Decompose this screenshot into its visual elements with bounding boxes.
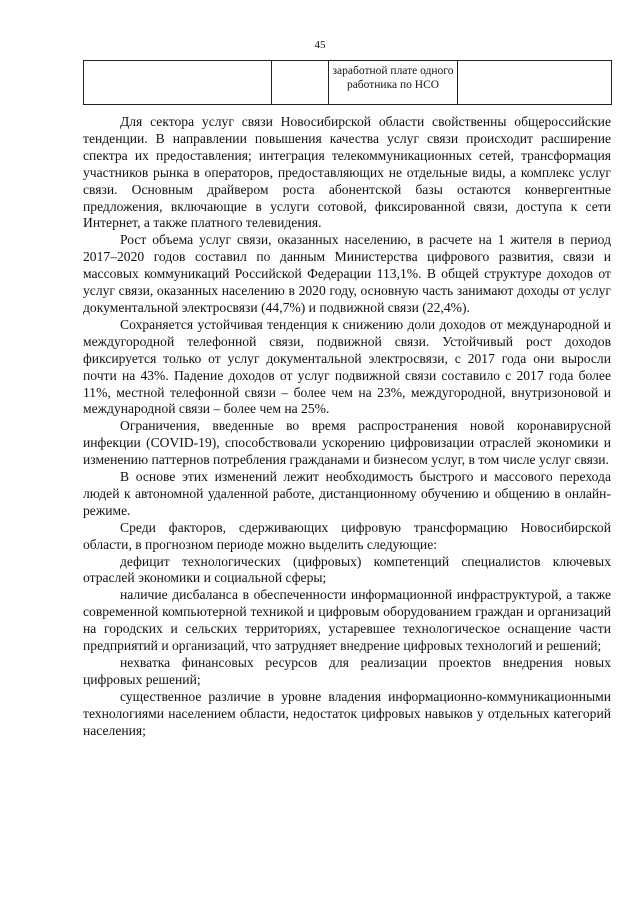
paragraph: Ограничения, введенные во время распространения новой коронавирусной инфекции (COVID-19), способствовали ускорению цифровизации отраслей экономики и изменению паттернов потребления гражданами и бизнесом услуг, в том числе услуг связи. bbox=[83, 418, 611, 468]
body-text bbox=[83, 114, 611, 740]
continued-table bbox=[83, 60, 612, 105]
list-item: дефицит технологических (цифровых) компетенций специалистов ключевых отраслей экономики и социальной сферы; bbox=[83, 553, 611, 586]
list-item: наличие дисбаланса в обеспеченности информационной инфраструктурой, а также современной компьютерной техникой и цифровым оборудованием граждан и организаций на городских и сельских территориях, устаревшее технологическое оснащение части предприятий и организаций, что затрудняет внедрение цифровых технологий и решений; bbox=[83, 587, 611, 654]
paragraph: В основе этих изменений лежит необходимость быстрого и массового перехода людей к автономной удаленной работе, дистанционному обучению и общению в онлайн-режиме. bbox=[83, 469, 611, 518]
list-item: существенное различие в уровне владения информационно-коммуникационными технологиями населением области, недостаток цифровых навыков у отдельных категорий населения; bbox=[83, 688, 611, 738]
page-number: 45 bbox=[314, 39, 326, 51]
table-cell bbox=[458, 61, 612, 105]
table-row bbox=[84, 61, 612, 105]
paragraph: Среди факторов, сдерживающих цифровую трансформацию Новосибирской области, в прогнозном периоде можно выделить следующие: bbox=[83, 519, 611, 552]
paragraph: Рост объема услуг связи, оказанных населению, в расчете на 1 жителя в период 2017–2020 годов составил по данным Министерства цифрового развития, связи и массовых коммуникаций Российской Федерации 113,1%. В общей структуре доходов от услуг связи, оказанных населению в 2020 году, основную часть занимают доходы от услуг документальной электросвязи (44,7%) и подвижной связи (22,4%). bbox=[83, 232, 611, 315]
table-cell bbox=[84, 61, 272, 105]
paragraph: Сохраняется устойчивая тенденция к снижению доли доходов от международной и междугородной телефонной связи, подвижной связи. Устойчивый рост доходов фиксируется только от услуг документальной электросвязи, с 2017 года они выросли почти на 43%. Падение доходов от услуг подвижной связи составило с 2017 года более 11%, местной телефонной связи – более чем на 23%, междугородной, внутризоновой и международной связи – более чем на 25%. bbox=[83, 316, 611, 417]
paragraph: Для сектора услуг связи Новосибирской области свойственны общероссийские тенденции. В направлении повышения качества услуг связи происходит расширение спектра их предоставления; интеграция телекоммуникационных сетей, трансформация участников рынка в операторов, предоставляющих не отдельные виды, а комплекс услуг связи. Основным драйвером роста абонентской базы остаются конвергентные предложения, включающие в услуги сотовой, фиксированной связи, доступа к сети Интернет, а также платного телевидения. bbox=[83, 114, 611, 231]
table-cell: заработной плате одного работника по НСО bbox=[329, 61, 458, 105]
list-item: нехватка финансовых ресурсов для реализации проектов внедрения новых цифровых решений; bbox=[83, 655, 611, 687]
table-cell bbox=[272, 61, 329, 105]
